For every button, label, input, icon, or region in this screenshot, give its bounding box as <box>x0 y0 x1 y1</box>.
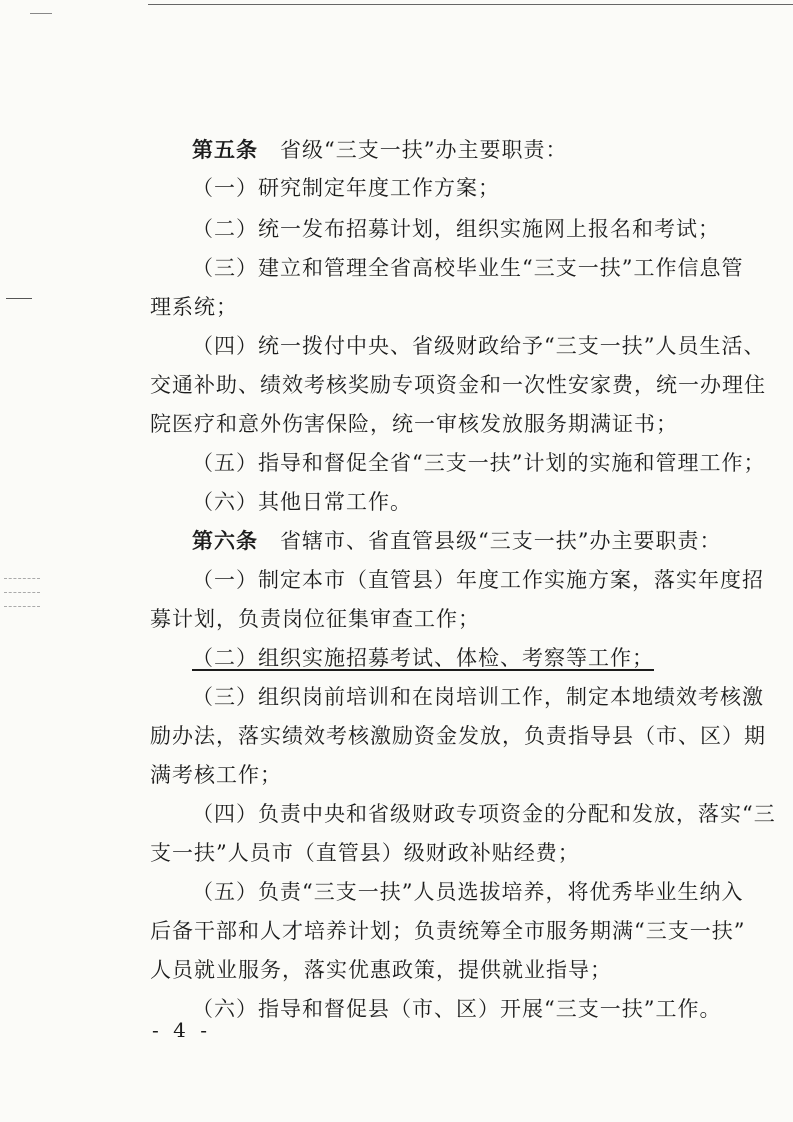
article-5-item-4-cont: 院医疗和意外伤害保险，统一审核发放服务期满证书； <box>150 412 678 436</box>
article-6-item-4-cont: 支一扶”人员市（直管县）级财政补贴经费； <box>150 841 580 865</box>
article-6-item-3: （三）组织岗前培训和在岗培训工作，制定本地绩效考核激 <box>192 685 764 709</box>
page-number: - 4 - <box>152 1018 211 1042</box>
binding-margin-dash <box>4 578 40 579</box>
article-6-heading: 第六条 <box>192 529 258 553</box>
article-6-item-2: （二）组织实施招募考试、体检、考察等工作； <box>192 646 654 670</box>
article-5-item-2: （二）统一发布招募计划，组织实施网上报名和考试； <box>192 217 720 241</box>
top-border-line <box>148 4 793 5</box>
article-6-lead: 省辖市、省直管县级“三支一扶”办主要职责： <box>258 529 722 553</box>
article-6-item-3-cont: 满考核工作； <box>150 763 282 787</box>
article-6-item-1-cont: 募计划，负责岗位征集审查工作； <box>150 607 480 631</box>
article-6-item-4: （四）负责中央和省级财政专项资金的分配和发放，落实“三 <box>192 802 776 826</box>
article-6-item-3-cont: 励办法，落实绩效考核激励资金发放，负责指导县（市、区）期 <box>150 724 766 748</box>
article-5-item-1: （一）研究制定年度工作方案； <box>192 176 500 200</box>
article-5-lead: 省级“三支一扶”办主要职责： <box>258 138 568 162</box>
article-6-item-6: （六）指导和督促县（市、区）开展“三支一扶”工作。 <box>192 997 722 1021</box>
article-6-item-5: （五）负责“三支一扶”人员选拔培养，将优秀毕业生纳入 <box>192 880 744 904</box>
article-5-item-6: （六）其他日常工作。 <box>192 490 412 514</box>
binding-margin-dash <box>4 592 40 593</box>
article-6-item-5-cont: 后备干部和人才培养计划；负责统筹全市服务期满“三支一扶” <box>150 919 746 943</box>
article-5-item-4: （四）统一拨付中央、省级财政给予“三支一扶”人员生活、 <box>192 334 766 358</box>
article-5-item-3-cont: 理系统； <box>150 295 238 319</box>
binding-margin-dash <box>4 606 40 607</box>
article-5-heading-line <box>192 130 745 170</box>
article-5-item-3: （三）建立和管理全省高校毕业生“三支一扶”工作信息管 <box>192 256 744 280</box>
article-6-item-5-cont: 人员就业服务，落实优惠政策，提供就业指导； <box>150 958 612 982</box>
article-5-item-5: （五）指导和督促全省“三支一扶”计划的实施和管理工作； <box>192 451 766 475</box>
article-6-item-1: （一）制定本市（直管县）年度工作实施方案，落实年度招 <box>192 568 764 592</box>
article-5-item-4-cont: 交通补助、绩效考核奖励专项资金和一次性安家费，统一办理住 <box>150 373 766 397</box>
article-6-heading-line <box>192 521 745 561</box>
top-left-mark <box>30 13 52 14</box>
article-5-heading: 第五条 <box>192 138 258 162</box>
binding-margin-mark <box>6 298 32 299</box>
